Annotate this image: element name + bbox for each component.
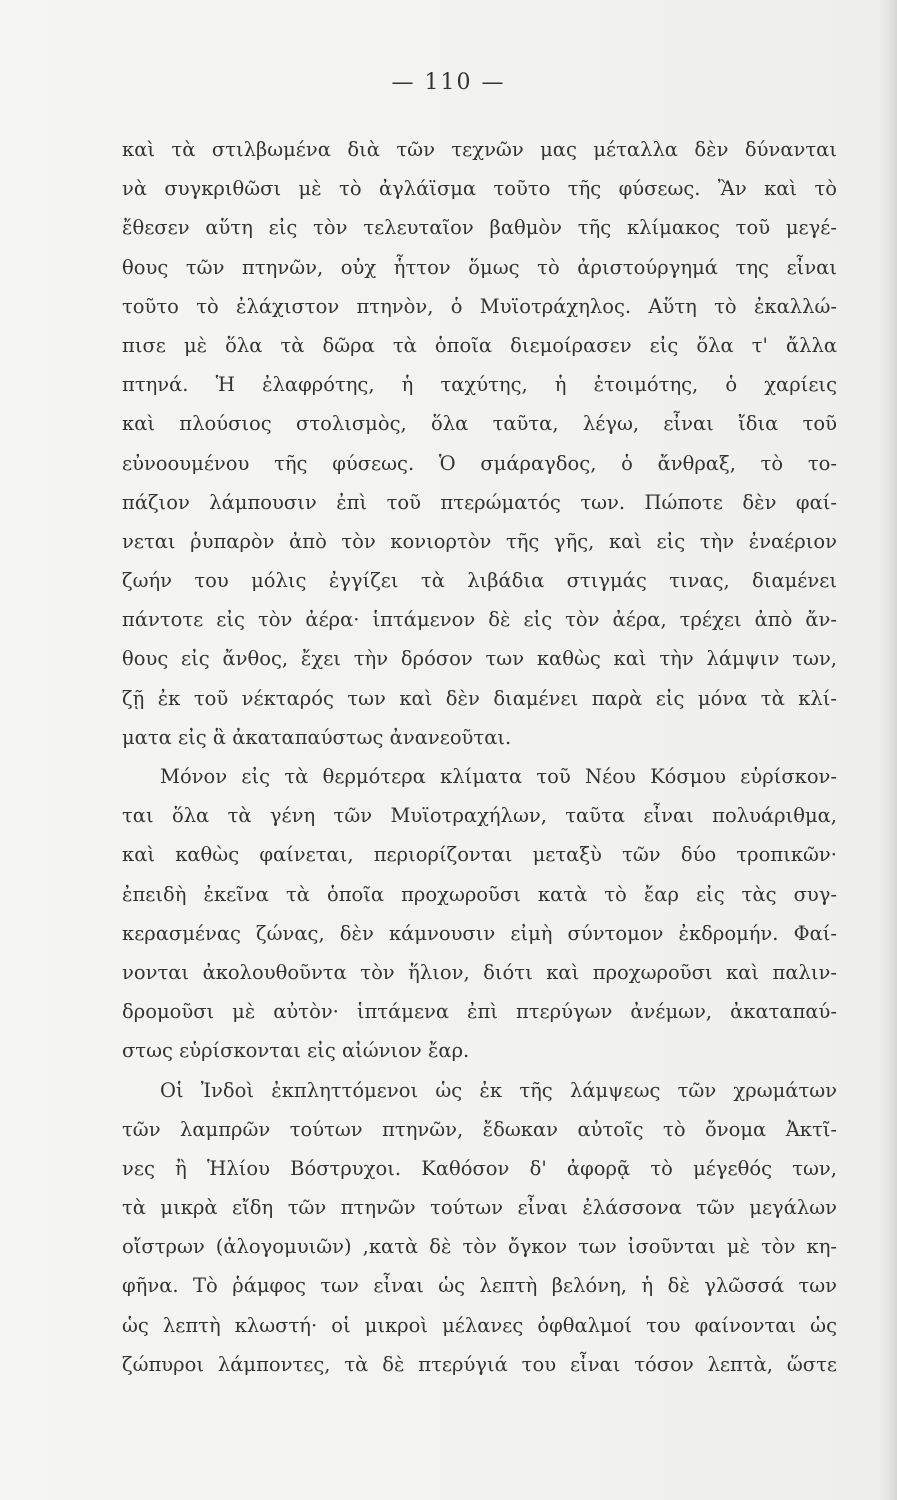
text-line: ματα εἰς ἃ ἀκαταπαύστως ἀνανεοῦται. (122, 725, 512, 749)
text-line: ζωήν του μόλις ἐγγίζει τὰ λιβάδια στιγμάς τινας, διαμένει (122, 569, 837, 593)
text-line: ζώπυροι λάμποντες, τὰ δὲ πτερύγιά του εἶναι τόσον λεπτὰ, ὥστε (122, 1352, 837, 1376)
text-line: στως εὑρίσκονται εἰς αἰώνιον ἔαρ. (122, 1039, 470, 1063)
text-line: ται ὅλα τὰ γένη τῶν Μυϊοτραχήλων, ταῦτα εἶναι πολυάριθμα, (122, 804, 837, 828)
text-line: δρομοῦσι μὲ αὐτὸν· ἱπτάμενα ἐπὶ πτερύγων ἀνέμων, ἀκαταπαύ- (122, 1000, 837, 1024)
text-line: θους τῶν πτηνῶν, οὐχ ἧττον ὅμως τὸ ἀριστούργημά της εἶναι (122, 255, 837, 279)
text-line: πάντοτε εἰς τὸν ἀέρα· ἱπτάμενον δὲ εἰς τὸν ἀέρα, τρέχει ἀπὸ ἄν- (122, 608, 837, 632)
body-text (122, 130, 837, 1384)
page-binding-shadow (879, 0, 897, 1500)
text-line: πτηνά. Ἡ ἐλαφρότης, ἡ ταχύτης, ἡ ἑτοιμότης, ὁ χαρίεις (122, 373, 837, 397)
text-line: πάζιον λάμπουσιν ἐπὶ τοῦ πτερώματός των. Πώποτε δὲν φαί- (122, 490, 837, 514)
text-line: νονται ἀκολουθοῦντα τὸν ἥλιον, διότι καὶ προχωροῦσι καὶ παλιν- (122, 960, 837, 984)
text-line: εὐνοουμένου τῆς φύσεως. Ὁ σμάραγδος, ὁ ἄνθραξ, τὸ το- (122, 451, 837, 475)
text-line: καὶ τὰ στιλβωμένα διὰ τῶν τεχνῶν μας μέταλλα δὲν δύνανται (122, 138, 837, 161)
text-line: Οἱ Ἰνδοὶ ἐκπληττόμενοι ὡς ἐκ τῆς λάμψεως τῶν χρωμάτων (160, 1078, 837, 1102)
text-line: φῆνα. Τὸ ῥάμφος των εἶναι ὡς λεπτὴ βελόνη, ἡ δὲ γλῶσσά των (122, 1274, 837, 1298)
text-line: νες ἢ Ἡλίου Βόστρυχοι. Καθόσον δ' ἀφορᾷ τὸ μέγεθός των, (122, 1156, 837, 1180)
page-number: — 110 — (391, 70, 506, 95)
text-line: ὡς λεπτὴ κλωστή· οἱ μικροὶ μέλανες ὀφθαλμοί του φαίνονται ὡς (122, 1313, 837, 1337)
text-line: νεται ῥυπαρὸν ἀπὸ τὸν κονιορτὸν τῆς γῆς, καὶ εἰς τὴν ἐναέριον (122, 529, 837, 553)
text-line: θους εἰς ἄνθος, ἔχει τὴν δρόσον των καθὼς καὶ τὴν λάμψιν των, (122, 647, 837, 671)
text-line: νὰ συγκριθῶσι μὲ τὸ ἀγλάϊσμα τοῦτο τῆς φύσεως. Ἂν καὶ τὸ (122, 177, 837, 201)
text-line: τῶν λαμπρῶν τούτων πτηνῶν, ἔδωκαν αὐτοῖς τὸ ὄνομα Ἀκτῖ- (122, 1117, 837, 1141)
text-line: κερασμένας ζώνας, δὲν κάμνουσιν εἰμὴ σύντομον ἐκδρομήν. Φαί- (122, 921, 837, 945)
text-line: ἔθεσεν αὕτη εἰς τὸν τελευταῖον βαθμὸν τῆς κλίμακος τοῦ μεγέ- (122, 216, 837, 240)
text-line: καὶ πλούσιος στολισμὸς, ὅλα ταῦτα, λέγω, εἶναι ἴδια τοῦ (122, 412, 837, 436)
text-line: καὶ καθὼς φαίνεται, περιορίζονται μεταξὺ τῶν δύο τροπικῶν· (122, 843, 837, 867)
text-line: τοῦτο τὸ ἐλάχιστον πτηνὸν, ὁ Μυϊοτράχηλος. Αὕτη τὸ ἐκαλλώ- (122, 294, 837, 318)
text-line: πισε μὲ ὅλα τὰ δῶρα τὰ ὁποῖα διεμοίρασεν εἰς ὅλα τ' ἄλλα (122, 333, 837, 357)
text-line: ἐπειδὴ ἐκεῖνα τὰ ὁποῖα προχωροῦσι κατὰ τὸ ἔαρ εἰς τὰς συγ- (122, 882, 837, 906)
text-line: τὰ μικρὰ εἴδη τῶν πτηνῶν τούτων εἶναι ἐλάσσονα τῶν μεγάλων (122, 1196, 837, 1220)
text-line: οἴστρων (ἀλογομυιῶν) ,κατὰ δὲ τὸν ὄγκον των ἰσοῦνται μὲ τὸν κη- (122, 1235, 837, 1259)
text-line: Μόνον εἰς τὰ θερμότερα κλίματα τοῦ Νέου Κόσμου εὑρίσκον- (160, 765, 837, 788)
text-line: ζῇ ἐκ τοῦ νέκταρός των καὶ δὲν διαμένει παρὰ εἰς μόνα τὰ κλί- (122, 686, 837, 710)
